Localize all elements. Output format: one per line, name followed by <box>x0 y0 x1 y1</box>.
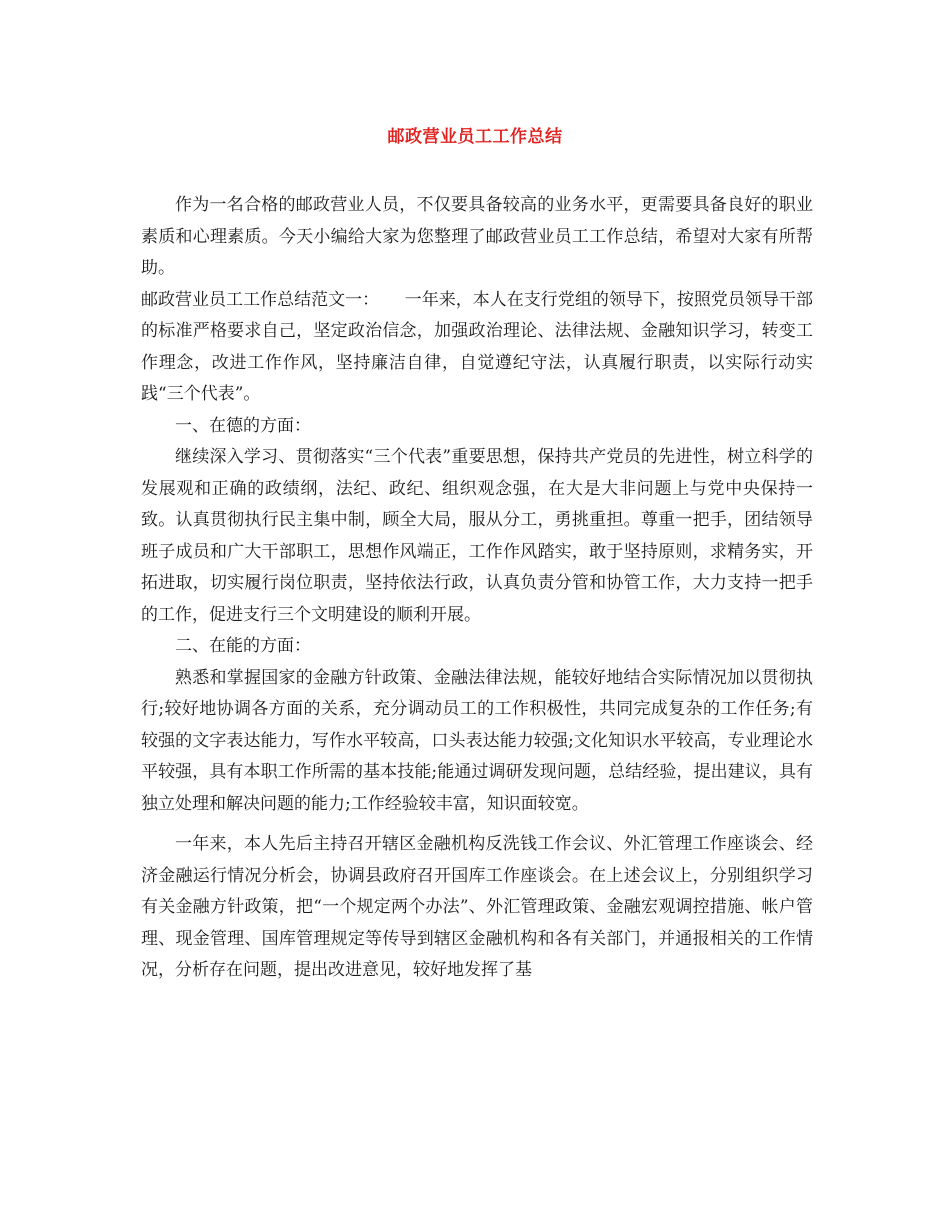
paragraph-sample-one: 邮政营业员工工作总结范文一： 一年来，本人在支行党组的领导下，按照党员领导干部的标准严格要求自己，坚定政治信念，加强政治理论、法律法规、金融知识学习，转变工作理念，改进工作作风，坚持廉洁自律，自觉遵纪守法，认真履行职责，以实际行动实践“三个代表”。 <box>141 289 813 404</box>
heading-ability: 二、在能的方面： <box>175 636 311 656</box>
document-title: 邮政营业员工工作总结 <box>387 127 563 147</box>
heading-morality: 一、在德的方面： <box>175 415 311 436</box>
paragraph-ability: 熟悉和掌握国家的金融方针政策、金融法律法规，能较好地结合实际情况加以贯彻执行;较好地协调各方面的关系，充分调动员工的工作积极性，共同完成复杂的工作任务;有较强的文字表达能力，写作水平较高，口头表达能力较强;文化知识水平较高，专业理论水平较强，具有本职工作所需的基本技能;能通过调研发现问题，总结经验，提出建议，具有独立处理和解决问题的能力;工作经验较丰富，知识面较宽。 <box>141 667 813 814</box>
paragraph-intro: 作为一名合格的邮政营业人员，不仅要具备较高的业务水平，更需要具备良好的职业素质和心理素质。今天小编给大家为您整理了邮政营业员工工作总结，希望对大家有所帮助。 <box>141 195 813 278</box>
document-body <box>141 190 813 987</box>
paragraph-morality: 继续深入学习、贯彻落实“三个代表”重要思想，保持共产党员的先进性，树立科学的发展观和正确的政绩纲，法纪、政纪、组织观念强，在大是大非问题上与党中央保持一致。认真贯彻执行民主集中制，顾全大局，服从分工，勇挑重担。尊重一把手，团结领导班子成员和广大干部职工，思想作风端正，工作作风踏实，敢于坚持原则，求精务实，开拓进取，切实履行岗位职责，坚持依法行政，认真负责分管和协管工作，大力支持一把手的工作，促进支行三个文明建设的顺利开展。 <box>141 447 813 625</box>
paragraph-year-review: 一年来，本人先后主持召开辖区金融机构反洗钱工作会议、外汇管理工作座谈会、经济金融运行情况分析会，协调县政府召开国库工作座谈会。在上述会议上，分别组织学习有关金融方针政策，把“一个规定两个办法”、外汇管理政策、金融宏观调控措施、帐户管理、现金管理、国库管理规定等传导到辖区金融机构和各有关部门，并通报相关的工作情况，分析存在问题，提出改进意见，较好地发挥了基 <box>141 834 813 980</box>
